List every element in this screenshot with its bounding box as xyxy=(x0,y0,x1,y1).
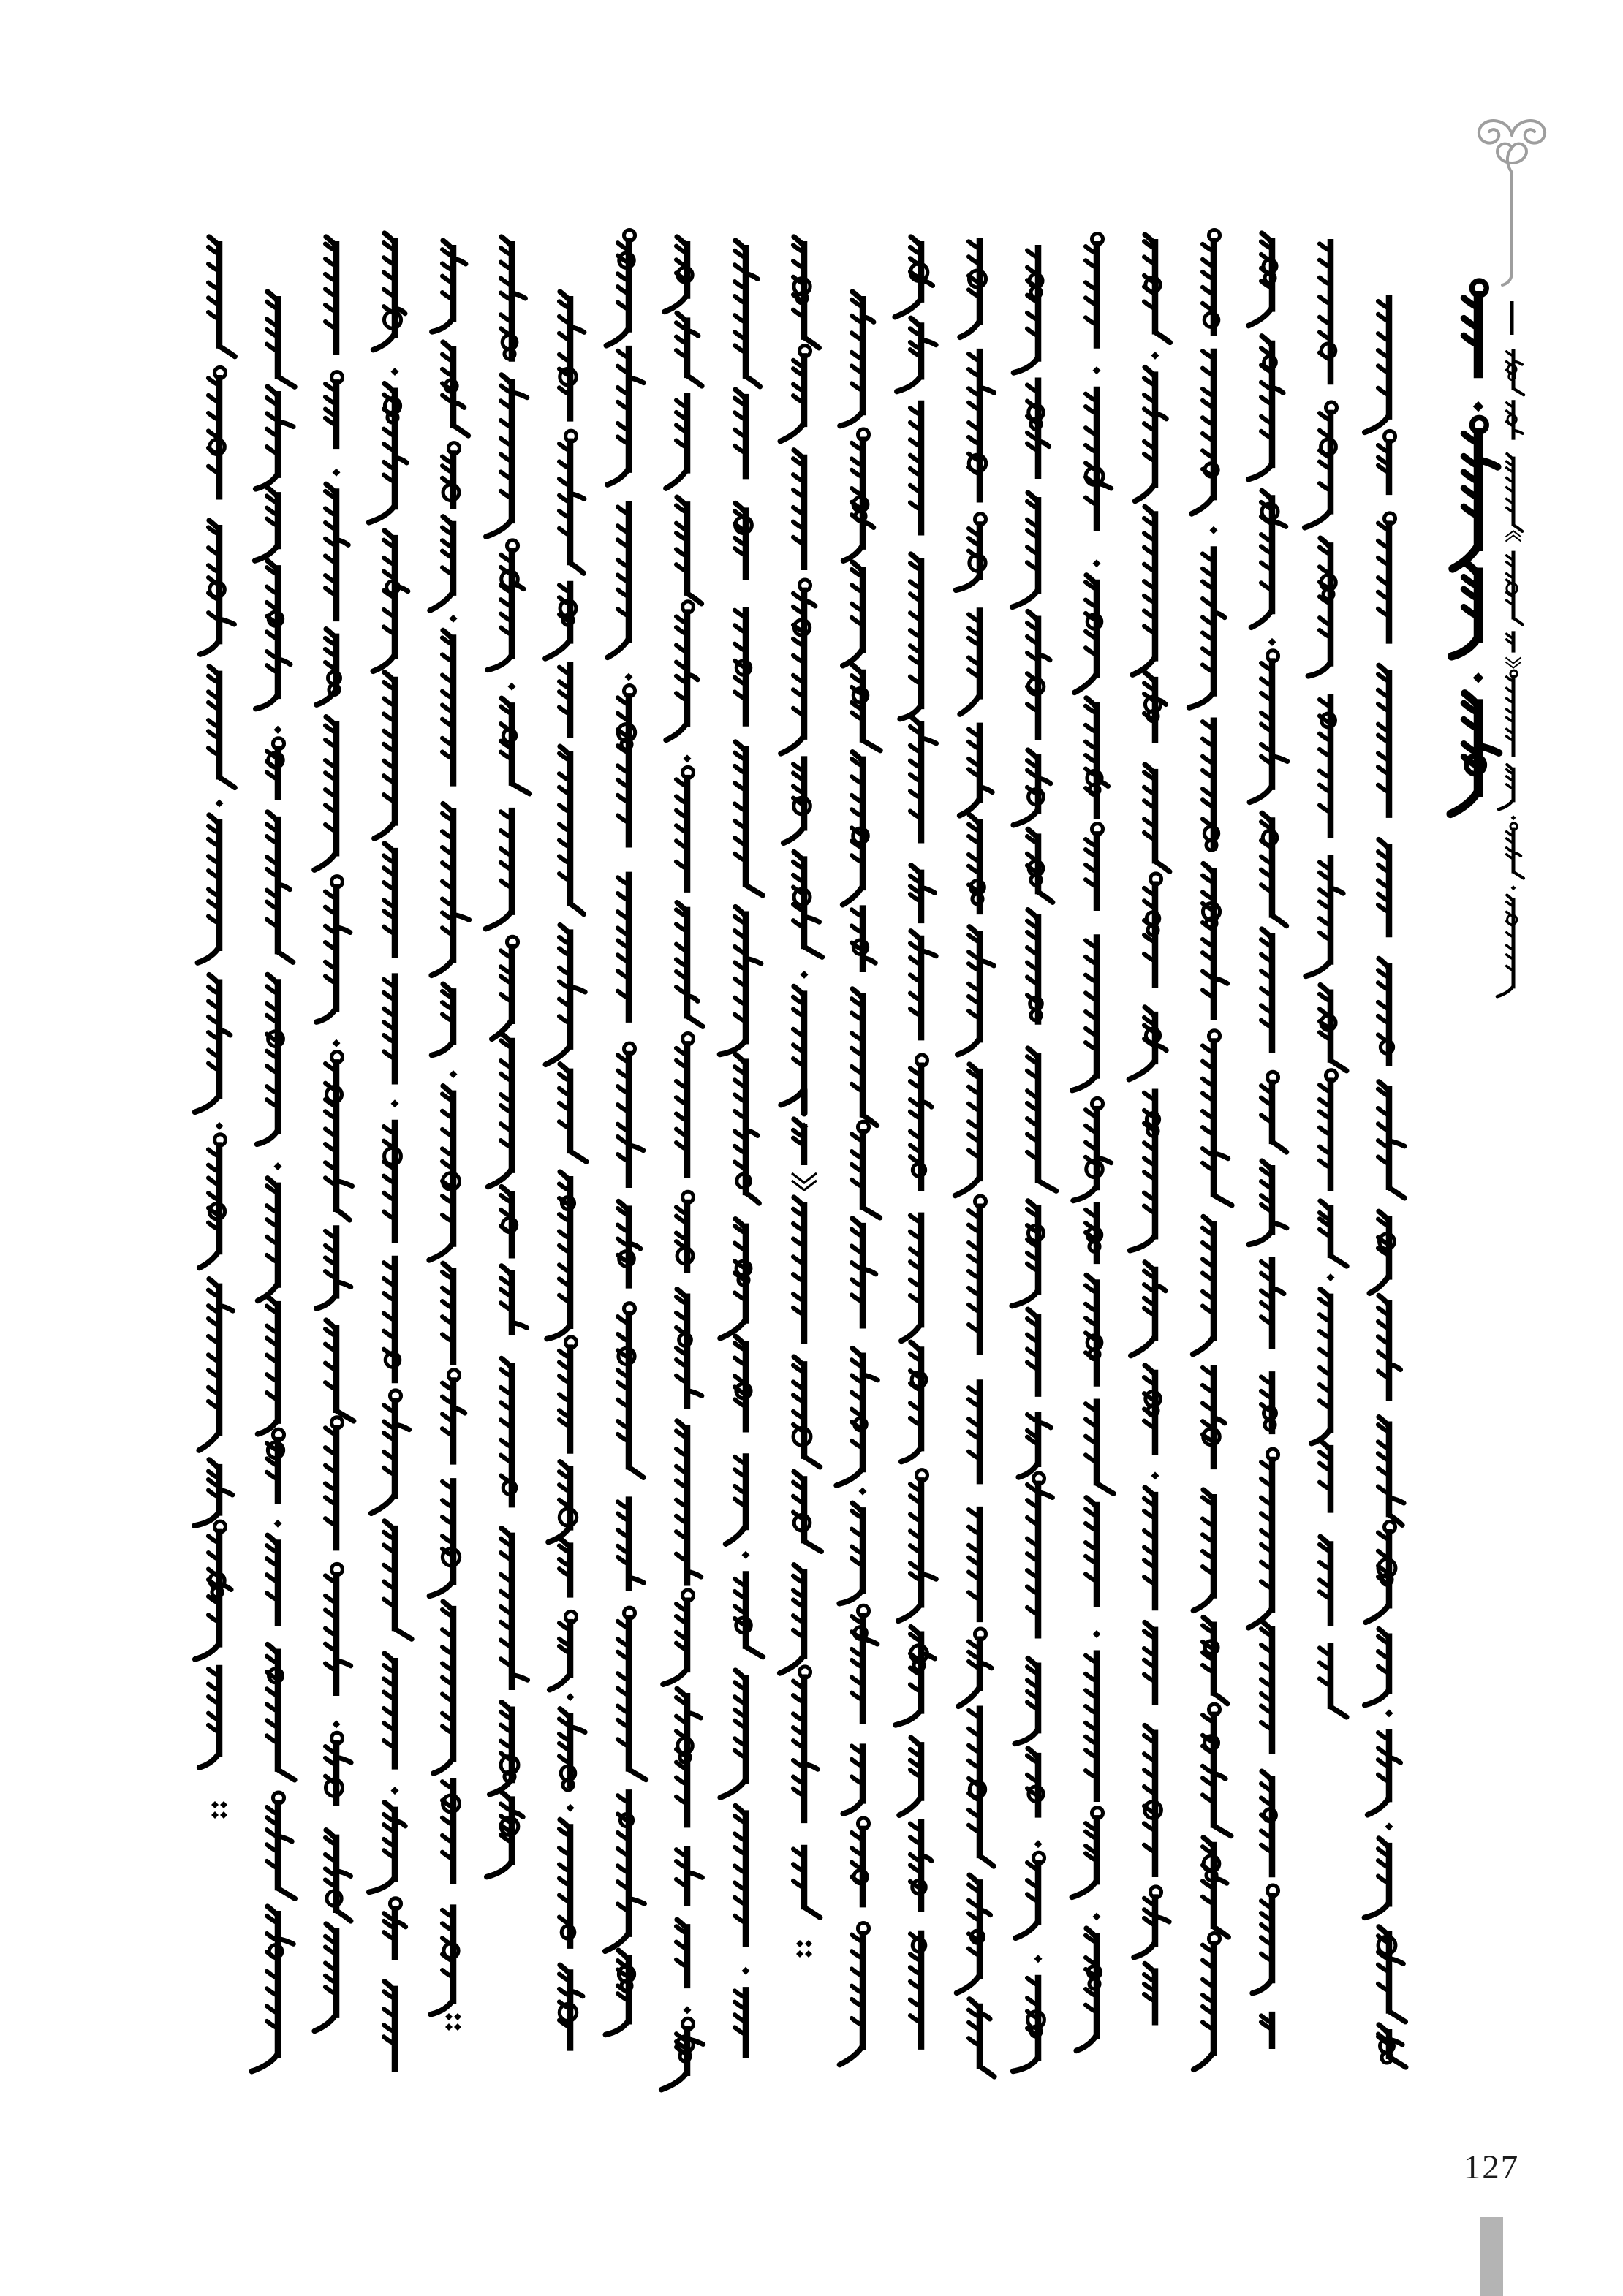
text-column xyxy=(1012,245,1056,2071)
article-title-column xyxy=(1450,281,1499,814)
page-number: 127 xyxy=(1463,2148,1520,2186)
text-column xyxy=(895,237,936,2050)
text-column xyxy=(662,237,703,2090)
text-column xyxy=(1364,295,1405,2067)
text-column xyxy=(1189,230,1232,2070)
article-subtitle-column xyxy=(1497,349,1524,996)
text-column xyxy=(1129,235,1170,2026)
text-column xyxy=(369,233,412,2072)
text-column xyxy=(956,238,995,2077)
text-column xyxy=(545,292,586,2051)
text-column xyxy=(605,230,646,2035)
page-edge-tab xyxy=(1480,2217,1503,2296)
text-column xyxy=(1305,239,1347,1717)
text-column xyxy=(720,240,763,2058)
text-column xyxy=(780,237,822,1958)
text-column xyxy=(251,292,295,2072)
text-column xyxy=(1072,234,1113,2051)
body-text-block xyxy=(194,230,1406,2090)
flourish-ornament-icon xyxy=(1479,121,1545,285)
text-column xyxy=(485,237,529,1877)
text-column xyxy=(1249,233,1287,2049)
text-column xyxy=(194,237,235,1819)
text-column xyxy=(314,237,354,2031)
text-column xyxy=(836,292,880,2065)
text-column xyxy=(429,240,469,2031)
